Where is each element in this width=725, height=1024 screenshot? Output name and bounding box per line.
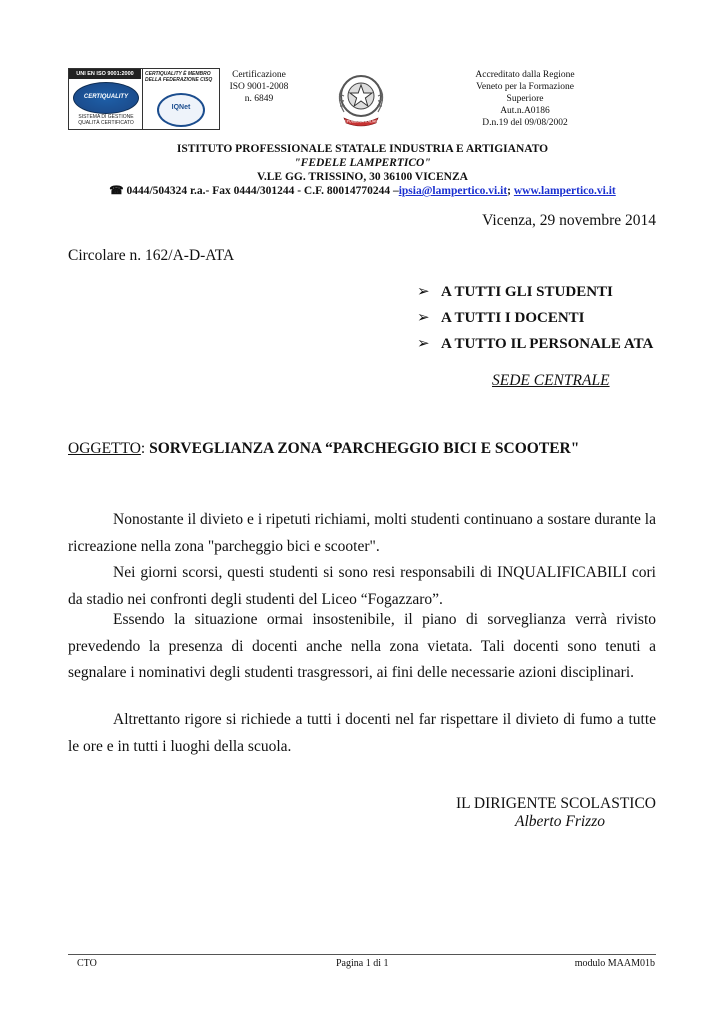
school-dedication: "FEDELE LAMPERTICO" [294,157,431,169]
paragraph-text: Essendo la situazione ormai insostenibile, il piano di sorveglianza verrà rivisto prevedendo la presenza di docenti anche nella zona vietata. Tali docenti sono tenuti a segnalare i nominativi degli studenti trasgressori, ai fini delle necessarie azioni disciplinari. [68,611,656,681]
paragraph-1 [68,507,656,560]
arrow-right-icon: ➢ [417,284,430,300]
arrow-right-icon: ➢ [417,336,430,352]
certification-info [220,69,298,105]
logo-top-label: UNI EN ISO 9001:2000 [69,69,141,79]
paragraph-text: Altrettanto rigore si richiede a tutti i docenti nel far rispettare il divieto di fumo a tutte le ore e in tutti i luoghi della scuola. [68,711,656,755]
subject-line [68,440,579,458]
logo-divider [142,69,143,129]
paragraph-3 [68,607,656,687]
footer-page-number: Pagina 1 di 1 [336,958,389,969]
accreditation-line-2: Veneto per la Formazione [476,82,574,92]
signature-title: IL DIRIGENTE SCOLASTICO [455,795,656,812]
school-contacts [60,185,665,198]
subject-label: OGGETTO [68,440,141,457]
school-name: ISTITUTO PROFESSIONALE STATALE INDUSTRIA E ARTIGIANATO [176,143,549,155]
accreditation-line-3: Superiore [506,94,544,104]
subject-colon: : [140,440,146,457]
recipient-item [417,279,653,305]
recipient-label: A TUTTO IL PERSONALE ATA [441,336,654,352]
certiquality-oval [73,82,139,114]
logo-right-label: CERTIQUALITY È MEMBRO DELLA FEDERAZIONE CISQ [145,71,213,83]
recipients-list [417,279,653,357]
footer-divider [68,954,656,955]
arrow-right-icon: ➢ [417,310,430,326]
website-link[interactable]: www.lampertico.vi.it [513,185,616,197]
circular-number: Circolare n. 162/A-D-ATA [68,247,235,264]
email-link[interactable]: ipsia@lampertico.vi.it [398,185,508,197]
date-line: Vicenza, 29 novembre 2014 [482,212,656,229]
certification-line-3: n. 6849 [244,94,274,104]
logo-bottom-label: SISTEMA DI GESTIONE QUALITÀ CERTIFICATO [78,114,134,126]
recipient-label: A TUTTI GLI STUDENTI [441,284,613,300]
accreditation-line-4: Aut.n.A0186 [500,106,550,116]
certiquality-logo [68,68,220,130]
paragraph-2 [68,560,656,613]
phone-icon: ☎ [109,185,124,197]
accreditation-line-5: D.n.19 del 09/08/2002 [482,118,568,128]
footer-module: modulo MAAM01b [574,958,655,969]
paragraph-text: Nei giorni scorsi, questi studenti si sono resi responsabili di INQUALIFICABILI cori da stadio nei confronti degli studenti del Liceo “Fogazzaro”. [68,564,656,608]
contacts-separator: ; [507,185,511,197]
accreditation-line-1: Accreditato dalla Regione [475,70,575,80]
signature-name: Alberto Frizzo [515,813,605,830]
logo-brand: CERTIQUALITY [83,94,129,100]
accreditation-info [455,69,595,129]
recipient-label: A TUTTI I DOCENTI [441,310,585,326]
contacts-text: 0444/504324 r.a.- Fax 0444/301244 - C.F. 80014770244 – [126,185,399,197]
certification-line-1: Certificazione [232,70,286,80]
paragraph-text: Nonostante il divieto e i ripetuti richiami, molti studenti continuano a sostare durante la ricreazione nella zona "parcheggio bici e scooter". [68,511,656,555]
emblem-ribbon-text: REPUBBLICA ITALIANA [341,119,381,124]
italian-republic-emblem-icon [330,68,392,130]
recipient-item [417,305,653,331]
certification-line-2: ISO 9001-2008 [229,82,289,92]
footer-left: CTO [77,958,97,969]
location-label: SEDE CENTRALE [492,372,610,389]
subject-text: SORVEGLIANZA ZONA “PARCHEGGIO BICI E SCOOTER" [149,440,580,457]
paragraph-4 [68,707,656,760]
iqnet-label: IQNet [171,104,191,111]
recipient-item [417,331,653,357]
iqnet-logo [157,93,205,127]
school-address: V.LE GG. TRISSINO, 30 36100 VICENZA [257,171,468,183]
